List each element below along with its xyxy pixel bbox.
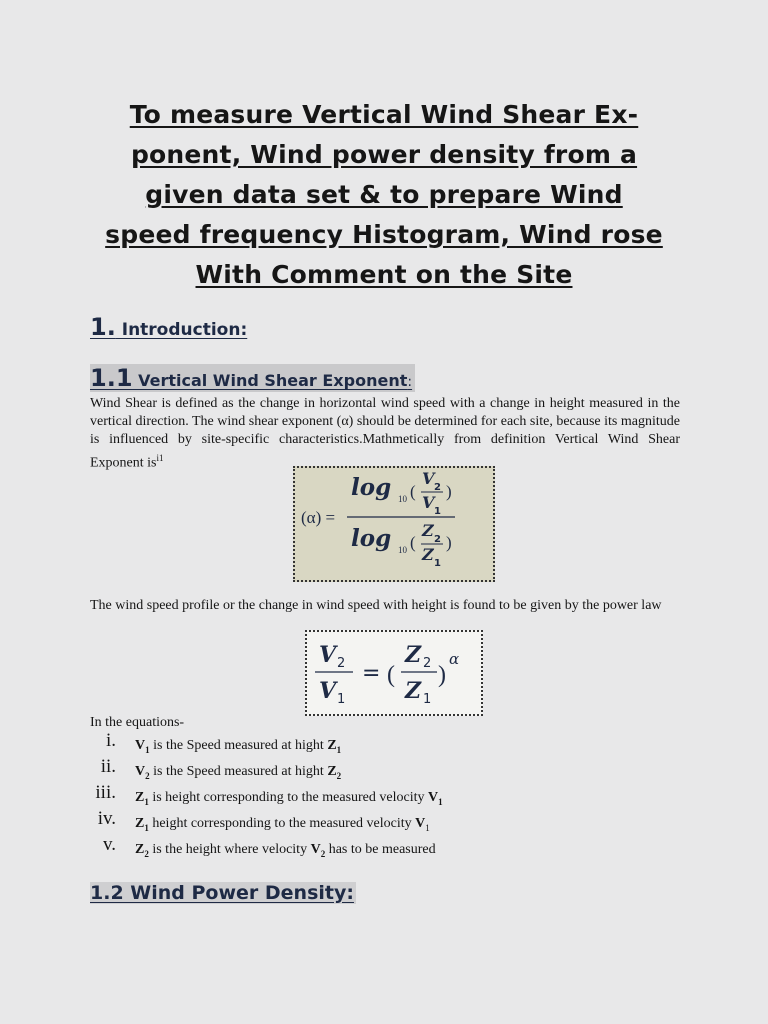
z2-symbol: Z (405, 642, 422, 668)
subscript: 2 (336, 770, 342, 781)
subscript: 1 (144, 822, 149, 833)
equals-sign: = (362, 661, 381, 686)
section-heading-wind-power-density: 1.2 Wind Power Density: (90, 882, 354, 904)
list-text: is the Speed measured at hight (149, 738, 328, 753)
section-label: Vertical Wind Shear Exponent (132, 371, 408, 390)
section-number: 1. (90, 313, 116, 341)
subscript: 2 (337, 656, 346, 671)
list-marker: iv. (97, 808, 116, 829)
subscript: 1 (425, 822, 430, 833)
z1-symbol: Z (405, 678, 422, 704)
symbol: Z (135, 816, 145, 831)
list-text: is the Speed measured at hight (149, 764, 328, 779)
symbol: Z (327, 738, 337, 753)
section-heading-introduction (90, 313, 247, 341)
symbol: Z (135, 842, 145, 857)
list-text: has to be measured (325, 842, 436, 857)
subscript: 2 (434, 482, 441, 493)
svg-text:): ) (438, 662, 446, 688)
title-line: To measure Vertical Wind Shear Ex- (129, 100, 639, 129)
symbol: V (428, 790, 439, 805)
v1-symbol: V (319, 678, 337, 704)
symbol: V (135, 738, 146, 753)
subscript: 2 (145, 770, 150, 781)
section-heading-wind-shear (90, 364, 415, 392)
subscript: 1 (337, 692, 346, 707)
alpha-label: (α) = (301, 508, 336, 527)
z2-symbol: Z (422, 521, 434, 540)
subscript: 2 (434, 534, 441, 545)
alpha-exponent: α (449, 650, 460, 668)
svg-text:): ) (446, 482, 452, 501)
list-marker: v. (102, 834, 116, 855)
list-item (80, 730, 680, 761)
section-label: Introduction: (115, 320, 248, 340)
equations-intro: In the equations- (90, 715, 185, 730)
document-title (80, 95, 688, 295)
subscript: 1 (438, 796, 443, 807)
section-suffix: : (407, 374, 413, 390)
subscript: 2 (144, 848, 149, 859)
svg-text:(: ( (387, 662, 395, 688)
section-number: 1.1 (90, 364, 133, 392)
list-marker: iii. (95, 782, 116, 803)
svg-text:(: ( (410, 482, 416, 501)
symbol: Z (135, 790, 145, 805)
title-line: given data set & to prepare Wind (145, 180, 623, 209)
variable-list (80, 730, 680, 865)
list-marker: ii. (100, 756, 116, 777)
log-text: log (351, 474, 392, 501)
title-line: speed frequency Histogram, Wind rose (105, 220, 663, 249)
subscript: 1 (434, 506, 441, 517)
list-item (80, 756, 680, 787)
symbol: Z (327, 764, 337, 779)
title-line: ponent, Wind power density from a (130, 140, 638, 169)
subscript: 1 (336, 744, 342, 755)
paragraph-text: Wind Shear is defined as the change in horizontal wind speed with a change in height measured in the vertical direction. The wind shear exponent (α) should be determined for each site, because its magnitude is influenced by site-specific characteristics.Mathmetically from definition Vertical Wind Shear Exponent is (90, 396, 680, 471)
subscript: 1 (145, 744, 150, 755)
list-text: is the height where velocity (148, 842, 311, 857)
log-base: 10 (398, 545, 407, 555)
v2-symbol: V (319, 642, 337, 668)
symbol: V (310, 842, 321, 857)
footnote-marker: i1 (156, 453, 164, 463)
wind-shear-exponent-formula (293, 466, 495, 582)
v2-symbol: V (422, 469, 435, 488)
symbol: V (135, 764, 146, 779)
list-item (80, 834, 680, 865)
subscript: 2 (320, 848, 326, 859)
z1-symbol: Z (422, 545, 434, 564)
paragraph-wind-shear (90, 395, 680, 473)
log-base: 10 (398, 494, 407, 504)
list-item (80, 808, 680, 839)
log-text: log (351, 525, 392, 552)
svg-text:(: ( (410, 533, 416, 552)
subscript: 2 (423, 656, 432, 671)
symbol: V (415, 816, 426, 831)
subscript: 1 (423, 692, 432, 707)
power-law-formula (305, 630, 483, 716)
title-line: With Comment on the Site (195, 260, 573, 289)
subscript: 1 (144, 796, 149, 807)
subscript: 1 (434, 558, 441, 569)
list-marker: i. (105, 730, 116, 751)
list-text: is height corresponding to the measured velocity (148, 790, 428, 805)
svg-text:): ) (446, 533, 452, 552)
paragraph-power-law: The wind speed profile or the change in wind speed with height is found to be given by the power law (90, 598, 662, 613)
list-item (80, 782, 680, 813)
list-text: height corresponding to the measured velocity (148, 816, 416, 831)
v1-symbol: V (422, 493, 435, 512)
